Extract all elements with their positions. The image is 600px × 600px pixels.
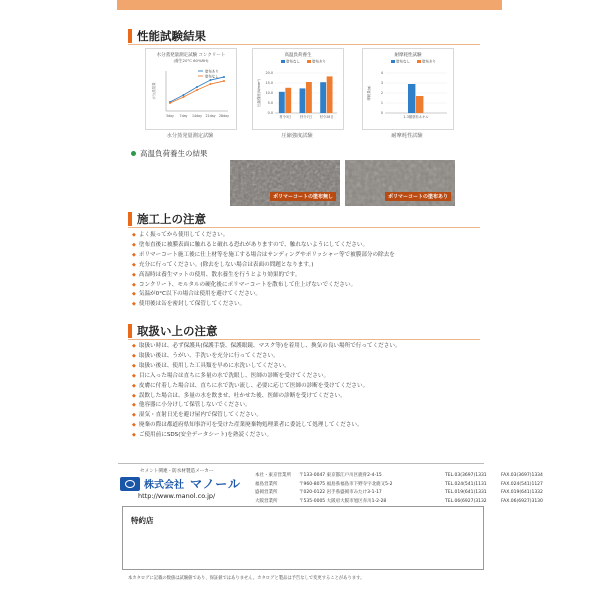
list-item-text: ご使用前にSDS(安全データシート)を熟読ください。 (138, 432, 273, 439)
heading-marker (128, 29, 132, 43)
office-row (255, 489, 545, 498)
office-fax: FAX.024(541)1127 (501, 481, 543, 487)
data-point (210, 79, 212, 81)
company-tagline: セメント関連・防水材製造メーカー (140, 469, 214, 474)
office-list (255, 472, 545, 506)
chart-title: 耐摩耗性試験 (394, 53, 422, 58)
chart-panel-abrasion (362, 48, 454, 130)
x-tick-label: 材令3日 (279, 115, 292, 119)
y-tick-label: 1 (380, 101, 383, 105)
section-construction-heading (128, 211, 206, 227)
y-tick-label: 5.0 (267, 101, 273, 105)
list-item-text: 取扱い後は、うがい、手洗いを充分に行ってください。 (138, 352, 279, 359)
dealer-box (122, 506, 484, 570)
legend-swatch (307, 60, 311, 63)
y-tick-label: 4 (380, 71, 383, 75)
list-item-text: 他容器に小分けして保管しないでください。 (138, 402, 251, 409)
list-item (132, 300, 395, 310)
legend-label: 塗布なし (286, 59, 300, 64)
data-point (196, 89, 198, 91)
legend-swatch (417, 60, 421, 63)
y-tick-label: 3 (380, 81, 383, 85)
x-tick-label: 3day (166, 114, 174, 118)
list-item-text: 使用後は缶を密封して保管してください。 (138, 301, 246, 308)
list-item (132, 352, 401, 362)
bar (320, 82, 326, 113)
y-tick-label: 10.0 (265, 91, 273, 95)
data-point (183, 94, 185, 96)
section-divider (128, 44, 480, 45)
list-item-text: 高湿時は養生マットの使用、散水養生を行うとより効果的です。 (138, 271, 301, 278)
bullet-icon: ◆ (132, 271, 136, 278)
office-address: 〒535-0005 大阪府大阪市旭区赤川1-2-28 (299, 498, 387, 504)
chart-panel-compressive (252, 48, 344, 130)
website-link[interactable]: http://www.manol.co.jp/ (138, 492, 216, 500)
series-line (170, 81, 224, 103)
photo-label: ポリマーコートの塗布無し (270, 192, 336, 201)
x-tick-label: 7day (179, 114, 188, 118)
chart-panel-evaporation (145, 48, 237, 130)
x-tick-label: 材令7日 (300, 115, 312, 119)
heading-marker (128, 212, 132, 226)
disclaimer-note: 本カタログに記載の数値は試験値であり、保証値ではありません。カタログと製品は予告なしで変更することがあります。 (128, 576, 365, 581)
data-point (183, 96, 185, 98)
y-tick-label: 20.0 (265, 71, 273, 75)
photo-label: ポリマーコートの塗布あり (385, 192, 451, 201)
list-item (132, 411, 401, 421)
list-item-text: 皮膚に付着した場合は、直ちに水で洗い流し、必要に応じて医師の診断を受けてください。 (138, 382, 369, 389)
bar (306, 82, 312, 113)
chart-title: 高温負荷養生 (284, 53, 312, 58)
office-row (255, 472, 545, 481)
legend-swatch (281, 60, 285, 63)
section-handling-title: 取扱い上の注意 (137, 324, 218, 338)
y-tick-label: 2 (380, 91, 383, 95)
bar (416, 96, 423, 113)
office-tel: TEL.019(641)1331 (445, 490, 487, 496)
legend-label: 塗布なし (205, 74, 219, 79)
company-prefix: 株式会社 (144, 480, 184, 491)
line-chart (146, 49, 236, 129)
list-item-text: 取扱い時は、必ず保護具(保護手袋、保護眼鏡、マスク等)を着用し、換気の良い場所で行ってください。 (138, 343, 401, 349)
chart-title: 水分蒸発量測定試験 コンクリート (156, 53, 226, 58)
bullet-icon: ◆ (132, 422, 136, 429)
y-axis-label: 摩耗量(g) (367, 85, 371, 101)
list-item (132, 251, 395, 261)
legend-label: 塗布あり (312, 59, 326, 64)
list-item (132, 342, 401, 352)
x-tick-label: 材令28日 (319, 115, 334, 119)
chart-caption: 水分蒸発量測定試験 (166, 133, 214, 139)
bullet-dot (131, 151, 136, 156)
office-row (255, 481, 545, 490)
list-item-text: 充分に行ってください。(除去をしない場合は表面の問題となります。) (138, 261, 314, 268)
x-tick-label: 1-3層塗料ネキル (403, 115, 429, 119)
office-tel: TEL.06(6927)3132 (445, 498, 487, 504)
chart-caption: 圧縮強度試験 (281, 133, 313, 139)
bullet-icon: ◆ (132, 392, 136, 399)
bar (285, 88, 291, 113)
office-address: 〒960-8075 福島県福島市下野寺字北鹿又5-2 (299, 481, 393, 487)
list-item (132, 231, 395, 241)
data-point (169, 102, 171, 104)
curing-heading (131, 148, 208, 159)
bullet-icon: ◆ (132, 241, 136, 248)
bullet-icon: ◆ (132, 362, 136, 369)
y-tick-label: 0 (380, 111, 383, 115)
data-point (210, 83, 212, 85)
office-address: 〒133-0047 東京都江戸川区鹿骨2-4-15 (299, 473, 382, 478)
list-item-text: 取扱い後は、使用した工具類を早めに水洗いしてください。 (138, 362, 290, 369)
dealer-label: 特約店 (131, 516, 154, 525)
bullet-icon: ◆ (132, 301, 136, 308)
office-fax: FAX.06(6927)3130 (501, 498, 543, 504)
bullet-icon: ◆ (132, 343, 136, 349)
bullet-icon: ◆ (132, 372, 136, 379)
office-tel: TEL.03(3697)1331 (445, 473, 487, 478)
office-name: 福島営業所 (255, 481, 278, 487)
photo-coated (345, 160, 455, 206)
bar-chart (253, 49, 343, 129)
bullet-icon: ◆ (132, 412, 136, 419)
y-tick-label: 15.0 (265, 81, 273, 85)
list-item (132, 261, 395, 271)
office-fax: FAX.019(641)1332 (501, 490, 543, 496)
section-construction-title: 施工上の注意 (137, 212, 206, 226)
company-logo (120, 475, 241, 492)
y-axis-label: 圧縮強度(N/mm²) (257, 79, 261, 107)
company-brand: マノール (190, 477, 242, 491)
header-band (117, 0, 502, 10)
chart-subtitle: (養生20°C 60%RH) (173, 58, 209, 63)
bar (408, 84, 415, 113)
list-item (132, 431, 401, 441)
list-item-text: よく振ってから使用してください。 (138, 232, 229, 238)
x-tick-label: 14day (192, 114, 202, 118)
bar (300, 88, 306, 113)
office-tel: TEL.024(541)1131 (445, 481, 487, 487)
curing-title: 高温負荷養生の結果 (140, 149, 208, 158)
bullet-icon: ◆ (132, 281, 136, 288)
office-name: 本社・東京営業所 (255, 473, 291, 478)
data-point (223, 76, 225, 78)
legend-label: 塗布あり (422, 59, 436, 64)
bar (327, 76, 333, 113)
list-item (132, 372, 401, 382)
x-tick-label: 21day (205, 114, 216, 118)
footer-divider (118, 463, 484, 464)
list-item (132, 241, 395, 251)
list-item (132, 421, 401, 431)
list-item-text: 廃棄の際は都道府県知事許可を受けた産業廃棄物処理業者に委託して処理してください。 (138, 422, 363, 429)
construction-notes-list (132, 231, 395, 310)
heading-marker (128, 324, 132, 338)
bullet-icon: ◆ (132, 432, 136, 439)
list-item (132, 382, 401, 392)
bullet-icon: ◆ (132, 352, 136, 359)
handling-notes-list (132, 342, 401, 441)
list-item-text: 湿気・直射日光を避け屋内で保管してください。 (138, 412, 262, 419)
logo-mark-icon (120, 477, 140, 491)
data-point (223, 80, 225, 82)
list-item-text: 気温が0°C以下の場合は使用を避けてください。 (138, 291, 261, 298)
list-item (132, 401, 401, 411)
section-handling-heading (128, 323, 218, 339)
office-name: 大阪営業所 (255, 498, 278, 504)
section-divider (128, 339, 480, 340)
list-item (132, 362, 401, 372)
section-performance-heading (128, 28, 206, 44)
bullet-icon: ◆ (132, 402, 136, 409)
chart-caption: 耐摩耗性試験 (391, 133, 423, 139)
bullet-icon: ◆ (132, 251, 136, 258)
bullet-icon: ◆ (132, 382, 136, 389)
section-divider (128, 227, 480, 228)
list-item (132, 392, 401, 402)
legend-label: 塗布あり (205, 69, 219, 74)
section-performance-title: 性能試験結果 (137, 29, 206, 43)
list-item-text: コンクリート、モルタルの硬化後にポリマーコートを散布して仕上げないでください。 (138, 281, 357, 288)
x-tick-label: 28day (219, 114, 229, 118)
list-item-text: 誤飲した場合は、多量の水を飲ませ、吐かせた後、医師の診断を受けてください。 (138, 392, 346, 399)
list-item (132, 281, 395, 291)
photo-uncoated (230, 160, 340, 206)
office-name: 盛岡営業所 (255, 490, 278, 496)
y-axis-label: 水分蒸発量 (152, 82, 156, 100)
office-address: 〒020-0122 岩手県盛岡市みたけ3-1-17 (299, 490, 382, 496)
list-item (132, 290, 395, 300)
bullet-icon: ◆ (132, 232, 136, 238)
bar-chart (363, 49, 453, 129)
y-tick-label: 0.0 (267, 111, 273, 115)
bullet-icon: ◆ (132, 291, 136, 298)
list-item-text: ポリマーコート施工後に仕上材等を施工する場合はサンディングやポリッシャー等で被膜部分の除去を (138, 251, 395, 258)
legend-label: 塗布なし (396, 59, 410, 64)
bullet-icon: ◆ (132, 261, 136, 268)
list-item (132, 271, 395, 281)
data-point (196, 86, 198, 88)
bar (279, 92, 285, 113)
list-item-text: 塗布直後に被膜表面に触れると破れる恐れがありますので、触れないようにしてください。 (138, 241, 369, 248)
legend-swatch (391, 60, 395, 63)
list-item-text: 目に入った場合は直ちに多量の水で洗眼し、医師の診断を受けてください。 (138, 372, 330, 379)
office-fax: FAX.03(3697)1334 (501, 473, 543, 478)
